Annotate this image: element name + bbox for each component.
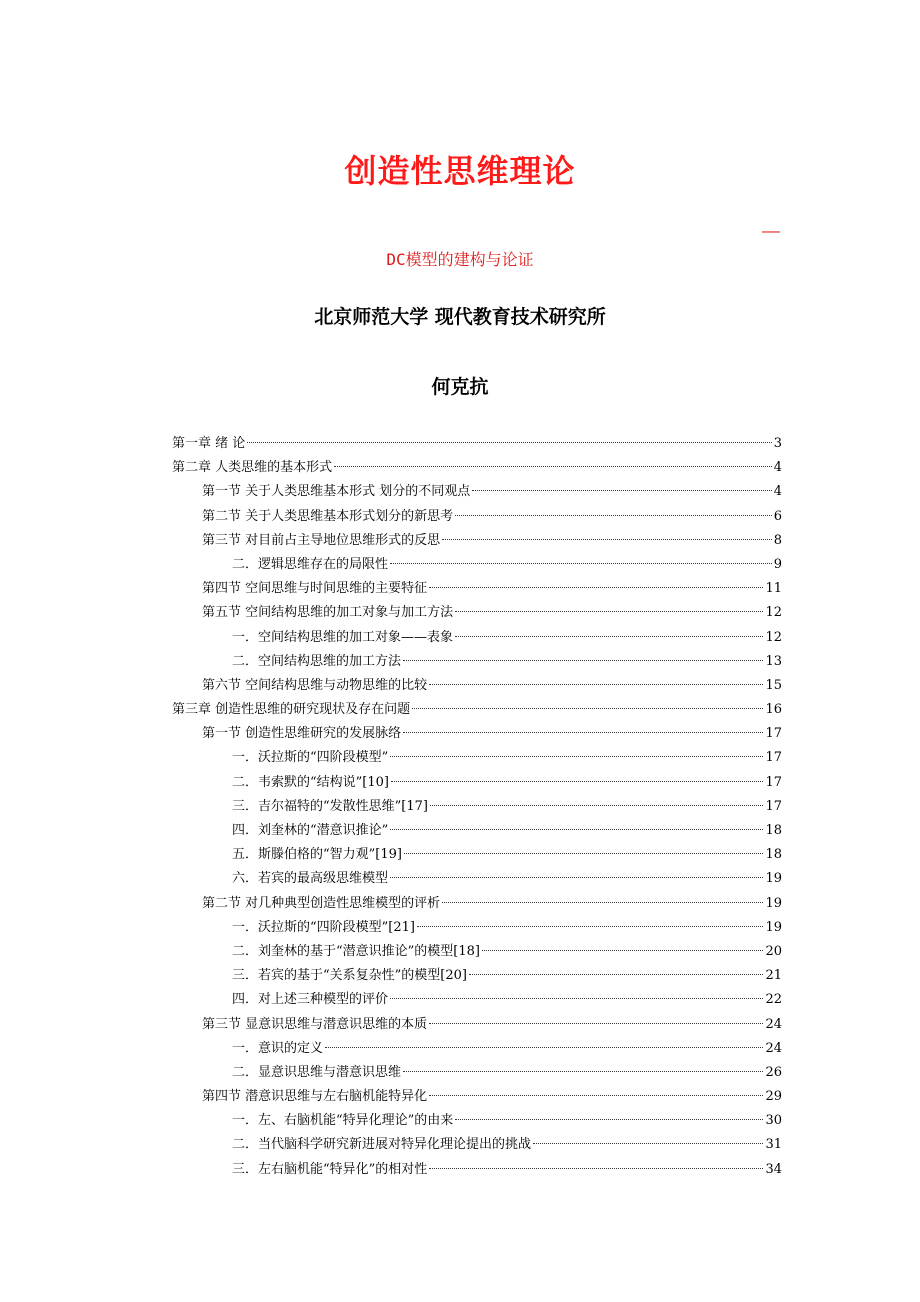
toc-entry-label: 四．对上述三种模型的评价: [232, 992, 389, 1008]
toc-leader-dots: [472, 490, 771, 491]
table-of-contents: [172, 432, 782, 1182]
toc-leader-dots: [404, 853, 763, 854]
toc-entry[interactable]: [172, 601, 782, 625]
toc-leader-dots: [455, 1119, 763, 1120]
toc-entry[interactable]: [172, 988, 782, 1012]
toc-entry[interactable]: [172, 1109, 782, 1133]
toc-leader-dots: [417, 926, 763, 927]
toc-leader-dots: [403, 732, 763, 733]
toc-entry-page: 24: [765, 1040, 782, 1056]
toc-entry-page: 12: [765, 629, 782, 645]
toc-leader-dots: [325, 1047, 763, 1048]
toc-leader-dots: [390, 829, 763, 830]
toc-entry-label: 二．当代脑科学研究新进展对特异化理论提出的挑战: [232, 1137, 532, 1153]
subtitle-dash: ——: [761, 222, 780, 240]
toc-entry-label: 第四节 潜意识思维与左右脑机能特异化: [202, 1089, 428, 1105]
toc-entry[interactable]: [172, 553, 782, 577]
toc-entry-page: 19: [765, 919, 782, 935]
toc-entry[interactable]: [172, 626, 782, 650]
toc-entry-label: 第五节 空间结构思维的加工对象与加工方法: [202, 605, 454, 621]
toc-entry-page: 8: [773, 532, 782, 548]
toc-entry[interactable]: [172, 698, 782, 722]
toc-entry[interactable]: [172, 432, 782, 456]
toc-entry[interactable]: [172, 1061, 782, 1085]
toc-leader-dots: [429, 1168, 763, 1169]
toc-leader-dots: [334, 466, 772, 467]
toc-leader-dots: [429, 587, 763, 588]
toc-entry[interactable]: [172, 940, 782, 964]
toc-entry-label: 第六节 空间结构思维与动物思维的比较: [202, 677, 428, 693]
toc-leader-dots: [455, 515, 772, 516]
toc-leader-dots: [455, 636, 763, 637]
toc-leader-dots: [403, 1071, 763, 1072]
toc-entry-page: 34: [765, 1161, 782, 1177]
toc-entry-page: 19: [765, 895, 782, 911]
toc-leader-dots: [429, 1023, 763, 1024]
toc-entry[interactable]: [172, 650, 782, 674]
toc-leader-dots: [442, 539, 772, 540]
toc-leader-dots: [469, 974, 763, 975]
toc-leader-dots: [412, 708, 763, 709]
toc-entry[interactable]: [172, 746, 782, 770]
toc-entry-label: 二．显意识思维与潜意识思维: [232, 1064, 402, 1080]
toc-entry-page: 6: [773, 508, 782, 524]
toc-entry-page: 17: [765, 750, 782, 766]
toc-entry-label: 第三节 对目前占主导地位思维形式的反思: [202, 532, 441, 548]
toc-leader-dots: [247, 442, 771, 443]
document-title: 创造性思维理论: [344, 152, 576, 190]
toc-leader-dots: [391, 781, 763, 782]
toc-leader-dots: [390, 877, 763, 878]
toc-entry-label: 第一节 创造性思维研究的发展脉络: [202, 726, 402, 742]
toc-entry-label: 三．若宾的基于“关系复杂性”的模型[20]: [232, 968, 467, 984]
toc-leader-dots: [455, 611, 763, 612]
toc-entry-page: 16: [765, 702, 782, 718]
toc-entry[interactable]: [172, 722, 782, 746]
toc-entry-page: 17: [765, 774, 782, 790]
toc-leader-dots: [390, 756, 763, 757]
toc-entry[interactable]: [172, 529, 782, 553]
toc-entry-page: 3: [773, 436, 782, 451]
toc-entry-label: 一．左、右脑机能“特异化理论”的由来: [232, 1113, 454, 1129]
toc-entry-page: 9: [773, 556, 782, 572]
toc-entry[interactable]: [172, 964, 782, 988]
toc-entry-page: 18: [765, 823, 782, 838]
toc-entry-page: 29: [765, 1089, 782, 1105]
toc-entry-label: 一．空间结构思维的加工对象——表象: [232, 629, 454, 645]
toc-entry-label: 四．刘奎林的“潜意识推论”: [232, 823, 389, 838]
toc-entry-page: 24: [765, 1016, 782, 1032]
toc-entry-page: 19: [765, 871, 782, 887]
author: 何克抗: [431, 376, 489, 398]
toc-entry-page: 31: [765, 1137, 782, 1153]
toc-entry-page: 30: [765, 1113, 782, 1129]
toc-entry-label: 第四节 空间思维与时间思维的主要特征: [202, 581, 428, 597]
toc-entry-label: 六．若宾的最高级思维模型: [232, 871, 389, 887]
toc-entry-page: 18: [765, 847, 782, 863]
toc-entry[interactable]: [172, 1133, 782, 1157]
toc-entry-page: 17: [765, 798, 782, 814]
toc-entry-page: 4: [773, 460, 782, 476]
toc-leader-dots: [442, 902, 763, 903]
toc-entry[interactable]: [172, 819, 782, 843]
toc-entry-label: 二．空间结构思维的加工方法: [232, 653, 402, 669]
toc-entry-page: 26: [765, 1064, 782, 1080]
toc-leader-dots: [430, 805, 763, 806]
toc-entry-label: 二．刘奎林的基于“潜意识推论”的模型[18]: [232, 943, 480, 959]
toc-entry-label: 第三节 显意识思维与潜意识思维的本质: [202, 1016, 428, 1032]
toc-entry-label: 第二节 关于人类思维基本形式划分的新思考: [202, 508, 454, 524]
toc-entry-page: 4: [773, 484, 782, 500]
document-subtitle: DC模型的建构与论证: [386, 250, 534, 269]
toc-entry-page: 17: [765, 726, 782, 742]
toc-entry[interactable]: [172, 505, 782, 529]
toc-leader-dots: [482, 950, 763, 951]
toc-entry[interactable]: [172, 843, 782, 867]
toc-entry-label: 三．吉尔福特的“发散性思维”[17]: [232, 798, 428, 814]
toc-entry[interactable]: [172, 867, 782, 891]
toc-leader-dots: [429, 684, 763, 685]
toc-entry[interactable]: [172, 1085, 782, 1109]
toc-entry-page: 11: [765, 581, 782, 597]
toc-entry-page: 15: [765, 677, 782, 693]
toc-entry[interactable]: [172, 1158, 782, 1182]
toc-entry-page: 22: [765, 992, 782, 1008]
toc-entry-label: 二．逻辑思维存在的局限性: [232, 556, 389, 572]
toc-entry-label: 第三章 创造性思维的研究现状及存在问题: [172, 702, 411, 718]
toc-leader-dots: [390, 998, 763, 999]
toc-entry-page: 13: [765, 653, 782, 669]
toc-entry-label: 二．韦索默的“结构说”[10]: [232, 774, 389, 790]
toc-entry-label: 三．左右脑机能“特异化”的相对性: [232, 1161, 428, 1177]
toc-entry-label: 一．沃拉斯的“四阶段模型”: [232, 750, 389, 766]
toc-entry-label: 一．意识的定义: [232, 1040, 324, 1056]
toc-entry-label: 第二章 人类思维的基本形式: [172, 460, 333, 476]
toc-entry-label: 第一章 绪 论: [172, 436, 246, 451]
toc-leader-dots: [403, 660, 763, 661]
toc-leader-dots: [390, 563, 772, 564]
toc-entry[interactable]: [172, 771, 782, 795]
toc-entry-label: 第二节 对几种典型创造性思维模型的评析: [202, 895, 441, 911]
toc-entry[interactable]: [172, 577, 782, 601]
toc-entry-page: 21: [765, 968, 782, 984]
toc-entry-label: 一．沃拉斯的“四阶段模型”[21]: [232, 919, 415, 935]
toc-entry-label: 第一节 关于人类思维基本形式 划分的不同观点: [202, 484, 471, 500]
institution: 北京师范大学 现代教育技术研究所: [314, 306, 606, 328]
toc-entry[interactable]: [172, 674, 782, 698]
toc-entry-label: 五．斯滕伯格的“智力观”[19]: [232, 847, 402, 863]
toc-entry[interactable]: [172, 1037, 782, 1061]
toc-entry[interactable]: [172, 916, 782, 940]
toc-entry[interactable]: [172, 1013, 782, 1037]
toc-leader-dots: [533, 1143, 763, 1144]
toc-entry[interactable]: [172, 456, 782, 480]
toc-entry[interactable]: [172, 892, 782, 916]
toc-entry-page: 12: [765, 605, 782, 621]
toc-entry[interactable]: [172, 480, 782, 504]
toc-entry-page: 20: [765, 943, 782, 959]
toc-leader-dots: [429, 1095, 763, 1096]
toc-entry[interactable]: [172, 795, 782, 819]
